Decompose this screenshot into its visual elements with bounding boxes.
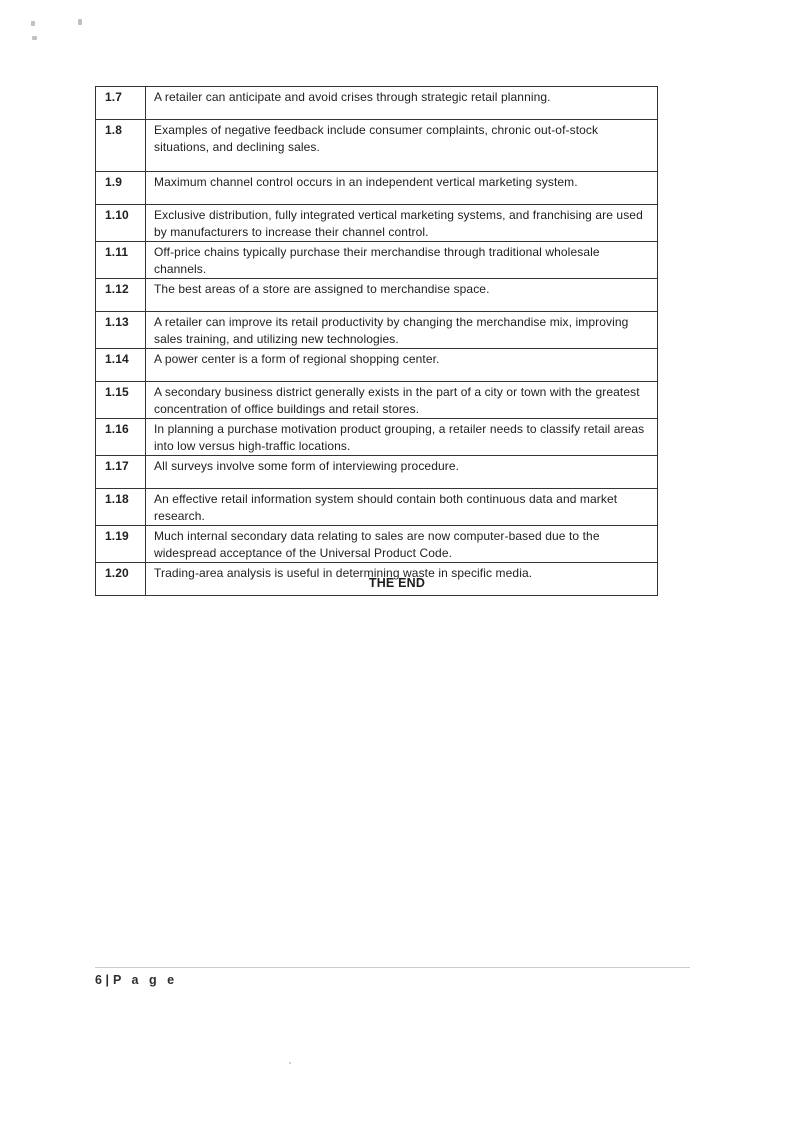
page-footer [95,973,178,987]
question-statement: Much internal secondary data relating to sales are now computer-based due to the widespread acceptance of the Universal Product Code. [146,526,658,563]
question-number: 1.14 [96,349,146,382]
question-statement: An effective retail information system should contain both continuous data and market research. [146,489,658,526]
footer-divider [95,967,690,968]
question-statement: A power center is a form of regional shopping center. [146,349,658,382]
footer-separator: | [105,973,109,987]
question-number: 1.15 [96,382,146,419]
question-statement: In planning a purchase motivation product grouping, a retailer needs to classify retail areas into low versus high-traffic locations. [146,419,658,456]
question-number: 1.13 [96,312,146,349]
question-statement: A retailer can anticipate and avoid crises through strategic retail planning. [146,87,658,120]
question-statement: Off-price chains typically purchase their merchandise through traditional wholesale channels. [146,242,658,279]
table-row [96,312,658,349]
table-row [96,456,658,489]
question-number: 1.16 [96,419,146,456]
table-row [96,279,658,312]
table-row [96,382,658,419]
question-number: 1.11 [96,242,146,279]
question-number: 1.19 [96,526,146,563]
table-row [96,419,658,456]
question-number: 1.10 [96,205,146,242]
table-row [96,526,658,563]
scan-speck [31,21,35,26]
table-row [96,120,658,172]
question-number: 1.18 [96,489,146,526]
question-number: 1.17 [96,456,146,489]
scan-speck [78,19,82,25]
scan-speck [32,36,37,40]
question-statement: Trading-area analysis is useful in determining waste in specific media. [146,563,658,596]
table-row [96,349,658,382]
question-statement: All surveys involve some form of interviewing procedure. [146,456,658,489]
table-row [96,172,658,205]
question-number: 1.8 [96,120,146,172]
table-row [96,87,658,120]
question-statement: A retailer can improve its retail productivity by changing the merchandise mix, improving sales training, and utilizing new technologies. [146,312,658,349]
questions-table [95,86,658,596]
question-number: 1.7 [96,87,146,120]
table-row [96,205,658,242]
scan-speck [289,1062,291,1064]
question-statement: Exclusive distribution, fully integrated vertical marketing systems, and franchising are used by manufacturers to increase their channel control. [146,205,658,242]
question-statement: A secondary business district generally exists in the part of a city or town with the greatest concentration of office buildings and retail stores. [146,382,658,419]
question-statement: Maximum channel control occurs in an independent vertical marketing system. [146,172,658,205]
question-number: 1.9 [96,172,146,205]
table-row [96,489,658,526]
question-statement: Examples of negative feedback include consumer complaints, chronic out-of-stock situations, and declining sales. [146,120,658,172]
footer-page-word: P a g e [112,973,178,987]
question-statement: The best areas of a store are assigned to merchandise space. [146,279,658,312]
end-marker: THE END [368,576,426,590]
table-row [96,242,658,279]
question-number: 1.20 [96,563,146,596]
footer-page-number: 6 [95,973,103,987]
question-number: 1.12 [96,279,146,312]
